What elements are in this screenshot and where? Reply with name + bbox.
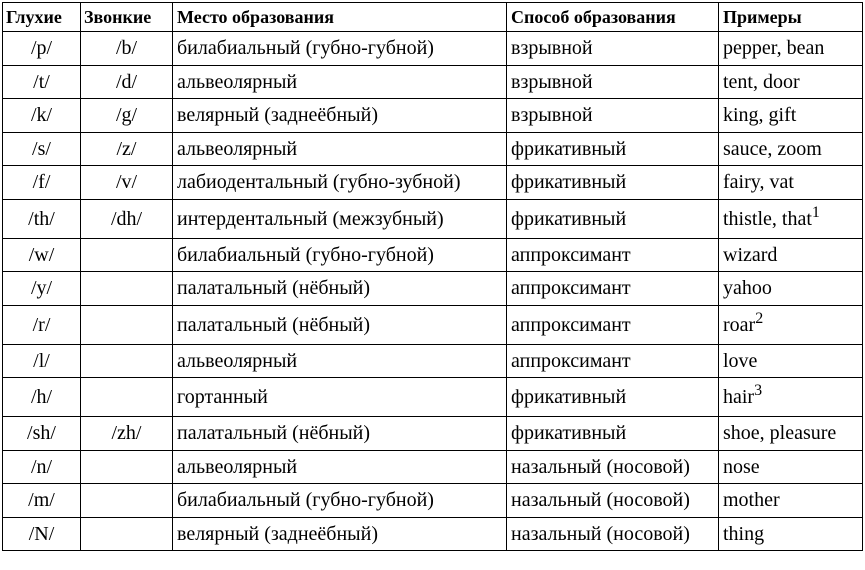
- cell-place: велярный (заднеёбный): [173, 99, 507, 133]
- cell-voiced: /dh/: [81, 199, 173, 238]
- cell-examples: [719, 132, 863, 166]
- cell-voiceless: /y/: [3, 272, 81, 306]
- cell-voiced: /zh/: [81, 417, 173, 451]
- cell-voiceless: /s/: [3, 132, 81, 166]
- cell-voiced: [81, 484, 173, 518]
- cell-voiced: [81, 450, 173, 484]
- header-place: Место образования: [173, 3, 507, 32]
- cell-examples: [719, 238, 863, 272]
- cell-voiceless: /m/: [3, 484, 81, 518]
- cell-examples: [719, 305, 863, 344]
- cell-voiced: [81, 517, 173, 551]
- cell-manner: взрывной: [507, 32, 719, 66]
- cell-voiced: [81, 378, 173, 417]
- cell-voiceless: /k/: [3, 99, 81, 133]
- example-words: hair: [723, 386, 755, 408]
- example-words: sauce, zoom: [723, 137, 822, 160]
- cell-place: велярный (заднеёбный): [173, 517, 507, 551]
- table-row: [3, 32, 863, 66]
- table-row: [3, 65, 863, 99]
- cell-voiceless: /th/: [3, 199, 81, 238]
- cell-voiceless: /h/: [3, 378, 81, 417]
- example-words: nose: [723, 455, 760, 478]
- example-words: tent, door: [723, 70, 800, 93]
- table-row: [3, 417, 863, 451]
- cell-place: гортанный: [173, 378, 507, 417]
- cell-voiced: /b/: [81, 32, 173, 66]
- cell-manner: назальный (носовой): [507, 450, 719, 484]
- example-words: thistle, that: [723, 207, 812, 230]
- table-row: [3, 199, 863, 238]
- cell-place: альвеолярный: [173, 132, 507, 166]
- cell-voiced: /d/: [81, 65, 173, 99]
- table-row: [3, 450, 863, 484]
- example-words: roar: [723, 313, 756, 336]
- cell-place: палатальный (нёбный): [173, 272, 507, 306]
- cell-voiced: /g/: [81, 99, 173, 133]
- header-voiced: Звонкие: [81, 3, 173, 32]
- table-row: [3, 517, 863, 551]
- table-row: [3, 378, 863, 417]
- cell-examples: [719, 378, 863, 417]
- table-row: [3, 305, 863, 344]
- example-words: shoe, pleasure: [723, 422, 837, 445]
- cell-place: лабиодентальный (губно-зубной): [173, 166, 507, 200]
- example-words: thing: [723, 522, 765, 545]
- example-words: pepper, bean: [723, 37, 825, 60]
- cell-examples: [719, 517, 863, 551]
- consonants-table: [2, 2, 863, 551]
- cell-voiceless: /N/: [3, 517, 81, 551]
- cell-place: альвеолярный: [173, 65, 507, 99]
- cell-examples: [719, 65, 863, 99]
- cell-voiceless: /sh/: [3, 417, 81, 451]
- cell-place: альвеолярный: [173, 450, 507, 484]
- cell-manner: аппроксимант: [507, 272, 719, 306]
- footnote-marker: 1: [811, 203, 820, 221]
- cell-place: билабиальный (губно-губной): [173, 238, 507, 272]
- table-row: [3, 484, 863, 518]
- cell-manner: фрикативный: [507, 132, 719, 166]
- cell-manner: аппроксимант: [507, 344, 719, 378]
- footnote-marker: 2: [755, 309, 764, 327]
- header-voiceless: Глухие: [3, 3, 81, 32]
- example-words: king, gift: [723, 104, 797, 127]
- header-examples: Примеры: [719, 3, 863, 32]
- cell-examples: [719, 272, 863, 306]
- cell-voiceless: /p/: [3, 32, 81, 66]
- cell-manner: взрывной: [507, 99, 719, 133]
- table-row: [3, 344, 863, 378]
- cell-place: палатальный (нёбный): [173, 417, 507, 451]
- footnote-marker: 3: [754, 382, 763, 399]
- cell-manner: фрикативный: [507, 199, 719, 238]
- cell-manner: назальный (носовой): [507, 484, 719, 518]
- cell-manner: аппроксимант: [507, 238, 719, 272]
- example-words: mother: [723, 489, 780, 512]
- cell-examples: [719, 199, 863, 238]
- cell-examples: [719, 32, 863, 66]
- cell-examples: [719, 99, 863, 133]
- cell-voiced: /v/: [81, 166, 173, 200]
- cell-manner: фрикативный: [507, 166, 719, 200]
- cell-voiceless: /n/: [3, 450, 81, 484]
- cell-voiced: [81, 305, 173, 344]
- example-words: wizard: [723, 243, 778, 266]
- cell-place: палатальный (нёбный): [173, 305, 507, 344]
- cell-place: билабиальный (губно-губной): [173, 32, 507, 66]
- cell-voiceless: /f/: [3, 166, 81, 200]
- cell-voiced: /z/: [81, 132, 173, 166]
- table-row: [3, 99, 863, 133]
- table-row: [3, 132, 863, 166]
- table-row: [3, 238, 863, 272]
- cell-manner: аппроксимант: [507, 305, 719, 344]
- cell-manner: фрикативный: [507, 378, 719, 417]
- cell-voiced: [81, 344, 173, 378]
- cell-place: интердентальный (межзубный): [173, 199, 507, 238]
- cell-examples: [719, 417, 863, 451]
- example-words: fairy, vat: [723, 171, 794, 194]
- cell-examples: [719, 166, 863, 200]
- cell-place: билабиальный (губно-губной): [173, 484, 507, 518]
- cell-voiced: [81, 272, 173, 306]
- table-row: [3, 166, 863, 200]
- cell-voiceless: /r/: [3, 305, 81, 344]
- header-manner: Способ образования: [507, 3, 719, 32]
- cell-voiceless: /w/: [3, 238, 81, 272]
- cell-examples: [719, 484, 863, 518]
- cell-voiceless: /l/: [3, 344, 81, 378]
- example-words: love: [723, 349, 758, 372]
- cell-voiceless: /t/: [3, 65, 81, 99]
- cell-place: альвеолярный: [173, 344, 507, 378]
- cell-manner: взрывной: [507, 65, 719, 99]
- cell-manner: назальный (носовой): [507, 517, 719, 551]
- cell-voiced: [81, 238, 173, 272]
- cell-examples: [719, 450, 863, 484]
- table-body: [3, 32, 863, 551]
- table-header-row: [3, 3, 863, 32]
- cell-examples: [719, 344, 863, 378]
- cell-manner: фрикативный: [507, 417, 719, 451]
- table-row: [3, 272, 863, 306]
- example-words: yahoo: [723, 277, 772, 300]
